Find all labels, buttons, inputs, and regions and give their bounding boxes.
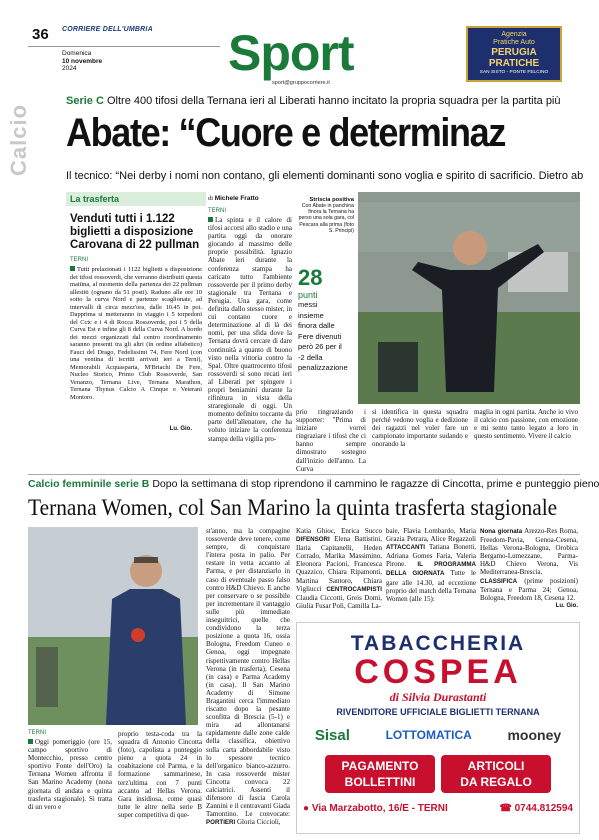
byline-prefix: di bbox=[208, 195, 214, 202]
article2-kicker-text: Dopo la settimana di stop riprendono il cammino le ragazze di Cincotta, prime e punteggio pieno bbox=[152, 478, 599, 490]
mooney-logo: mooney bbox=[507, 727, 562, 743]
section-title: Sport bbox=[228, 25, 354, 81]
article2-col4-b: Elena Battistini, Ilaria Capitanelli, Heden Corrado, Marika Massimino, Eleonora Pacioni, Francesca Quazzico, Chiara Ripamonti, Martina Santoro, Chiara Vigliucci bbox=[296, 535, 382, 593]
article2-col6-b: (prime posizioni) Ternana e Parma 24; Genoa, Bologna, Freedom 18, Cesena 12. bbox=[480, 576, 578, 602]
stat-text: messi insieme finora dalle Fere divenuti però 26 per il -2 della penalizzazione bbox=[298, 300, 348, 372]
masthead-text: CORRIERE DELL'UMBRIA bbox=[62, 26, 153, 33]
phone-icon: ☎ bbox=[499, 803, 512, 814]
masthead-logo bbox=[62, 26, 153, 33]
article1-col1-text: La spinta e il calore di tifosi accorsi allo stadio e una partita oggi da onorare giocando al massimo delle proprie possibilità. Ignazio Abate ieri durante la conferenza stampa ha caricato tutto l'ambiente rossoverde per il primo derby stagionale tra Ternana e Perugia. Una gara, come definita dallo stesso mister, in cui contano cuore e determinazione al di là dei nomi, per una sfida dove la Ternana dovrà cercare di dare continuità a quanto di buono visto nella vittoria contro la Spal. Oltre quattrocento tifosi rossoverdi si sono recati ieri al Liberati per spingere i propri beniamini durante la rifinitura in vista della straregionale di oggi. Un momento definito toccante da parte dell'allenatore, che ha voluto iniziare la conferenza stampa della vigilia pro- bbox=[208, 216, 292, 443]
article2-kicker bbox=[28, 478, 599, 490]
article1-col2 bbox=[296, 408, 366, 473]
ad-top-line4: PRATICHE bbox=[488, 58, 540, 69]
section-tag-vertical: Calcio bbox=[6, 103, 31, 176]
article1-col3-text: si identifica in questa squadra perché vedono voglia e dedizione dei ragazzi nel voler fare un campionato importante sudando e onorando la bbox=[372, 408, 468, 449]
date-day: Domenica bbox=[62, 50, 92, 57]
stat-number: 28 bbox=[298, 265, 323, 290]
main-subhead: Il tecnico: “Nei derby i nomi non contano, gli elementi dominanti sono voglia e spirito di sacrificio. Dietro ab bbox=[66, 170, 584, 182]
role-centrocampisti: CENTROCAMPISTI bbox=[326, 585, 382, 593]
ad-tagline: RIVENDITORE UFFICIALE BIGLIETTI TERNANA bbox=[336, 707, 540, 717]
coach-photo-illustration bbox=[358, 192, 580, 404]
article1-byline bbox=[208, 195, 259, 202]
article2-col4 bbox=[296, 527, 382, 619]
lottomatica-logo: LOTTOMATICA bbox=[385, 728, 472, 742]
nona-giornata-label: Nona giornata bbox=[480, 528, 523, 535]
location-pin-icon: ● bbox=[303, 803, 310, 814]
ad-btn2-line1: ARTICOLI bbox=[467, 759, 525, 773]
date-full: 10 novembre bbox=[62, 57, 103, 65]
page-number: 36 bbox=[32, 26, 49, 43]
sidebar-signature: Lu. Gio. bbox=[169, 426, 192, 432]
stat-box bbox=[298, 266, 356, 374]
ad-top-line2: Pratiche Auto bbox=[493, 39, 535, 46]
ad-top-line5: SAN SISTO - PONTE FELCINO bbox=[479, 70, 549, 75]
ad-phone-text: 0744.812594 bbox=[514, 803, 573, 814]
role-portieri: PORTIERI bbox=[206, 819, 236, 827]
caption-title: Striscia positiva bbox=[309, 197, 354, 203]
kicker-text: Oltre 400 tifosi della Ternana ieri al Liberati hanno incitato la propria squadra per la partita più bbox=[106, 95, 561, 107]
header-rule bbox=[28, 46, 220, 47]
programma-label: IL PROGRAMMA DELLA GIORNATA bbox=[386, 561, 477, 578]
byline-name: Michele Fratto bbox=[214, 195, 259, 202]
article2-signature: Lu. Gio. bbox=[555, 602, 578, 609]
photo-caption bbox=[296, 197, 354, 234]
article2-col3 bbox=[206, 527, 290, 830]
ad-contact-row bbox=[297, 803, 579, 814]
article2-col1 bbox=[28, 738, 112, 830]
article2-col3-tail: Gloria Ciccioli, bbox=[236, 818, 281, 827]
sidebar-body-text: Tutti prelazionati i 1122 biglietti a disposizione dei tifosi rossoverdi, che verranno distribuiti questa mattina, al momento della partenza dei 22 pullman allestiti (ognano da 51 posti). Raduno alle ore 10 sotto la curva Nord e partenze scaglionate, ad intervalli di circa mezz'ora, dalle 10.45 in poi. Dapprima si metteranno in viaggio i 5 torpedoni del Cctc e i 4 di Rocca Rossoverde, poi i 5 della Curva Est e infine gli 8 della Curva Nord. A bordo dei mezzi organizzati dal centro coordinamento saranno presenti tra gli altri (in ordine alfabetico) Fauci del Drago, Fedelissimi 74, Fere Nord (con una ventina di iscritti arrivati ieri a Terni), Memorabili Acquasparta, M'Briachi De Fere, Nucleo Storico, Primo Club Rossoverde, San Venanzo, Ternana Live, Ternana Marathon, Ternana Thynus Calcio A Cinque e Veterani Montoro. bbox=[70, 266, 202, 401]
role-difensori: DIFENSORI bbox=[296, 536, 330, 544]
bullet-square bbox=[28, 739, 33, 744]
date-year: 2024 bbox=[62, 65, 77, 72]
article2-col3-text: st'anno, ma la compagine rossoverde deve tenere, come sempre, di conquistare l'intera posta in palio. Per restare in vetta accanto al Parma, e per distanziarlo in caso di eventuale passo falso contro H&D Chievo. E anche per conservare o se possibile per incrementare il vantaggio sulle più immediate inseguitrici, quelle che condividono la terza posizione a quota 16, ossia Bologna, Freedom Cuneo e Genoa, oggi impegnate rispettivamente contro Hellas Verona (in trasferta), Cesena (in casa) e Parma Academy (in casa). Il San Marino Academy di Simone Bragantini cerca l'immediato riscatto dopo la pesante sconfitta di Brescia (5-1) e mira ad allontanarsi rapidamente dalle zone calde della classifica, obiettivo sulla carta abbordabile visto lo spessore tecnico dell'organico bianco-azzurro. In casa rossoverde mister Cincotta convoca 22 calciatrici. Assenti il difensore di fascia Carola Zannini e il centravanti Giada Tamontino. Le convocate: bbox=[206, 527, 290, 819]
sidebar-place: TERNI bbox=[70, 257, 88, 263]
article2-col2-text: proprio testa-coda tra la squadra di Antonio Cincotta (foto), capolista a punteggio pieno a quota 24 in coabitazione col Parma, e la formazione sammarinese, terz'ultima con 7 punti accanto ad Hellas Verona. Gara insidiosa, come quasi tutte le altre nella serie B super competitiva di que- bbox=[118, 730, 202, 819]
article2-col2 bbox=[118, 730, 202, 830]
kicker-label: Serie C bbox=[66, 95, 104, 107]
top-advertisement bbox=[466, 26, 562, 82]
sidebar-title: Venduti tutti i 1.122 biglietti a disposizione Carovana di 22 pullman bbox=[70, 213, 200, 251]
edition-date bbox=[62, 50, 102, 73]
stat-unit: punti bbox=[298, 290, 318, 300]
article2-col5-c: Tutte le gare alle 14.30, ad eccezione proprio del match della Ternana Women (alle 15): bbox=[386, 569, 476, 603]
coach-photo bbox=[358, 192, 580, 404]
ad-owner: di Silvia Durastanti bbox=[389, 690, 487, 704]
bullet-square bbox=[70, 266, 75, 271]
article2-place: TERNI bbox=[28, 730, 46, 736]
article1-col1 bbox=[208, 216, 292, 443]
sidebar-box bbox=[66, 192, 206, 432]
article2-headline: Ternana Women, col San Marino la quinta trasferta stagionale bbox=[28, 495, 558, 520]
ad-logos-row bbox=[297, 723, 579, 747]
article2-kicker-label: Calcio femminile serie B bbox=[28, 478, 150, 490]
article2-col4-a: Katia Ghioc, Enrica Succo bbox=[296, 527, 382, 535]
cincotta-photo-illustration bbox=[28, 527, 198, 725]
ad-address-text: Via Marzabotto, 16/E - TERNI bbox=[311, 803, 448, 814]
caption-text: Con Abate in panchina finora la Ternana ha perso una sola gara, col Pescara alla prima (foto S. Principi) bbox=[298, 203, 354, 234]
article2-col5-b: Tatiana Bonetti, Adriana Gomes Faria, Valeria Pirone. bbox=[386, 543, 476, 569]
main-headline: Abate: “Cuore e determinaz bbox=[66, 111, 506, 155]
ad-phone bbox=[499, 803, 573, 814]
article1-col4 bbox=[474, 408, 578, 468]
ad-payment-box bbox=[325, 755, 435, 793]
sidebar-label: La trasferta bbox=[66, 192, 206, 206]
article2-col1-text: Oggi pomeriggio (ore 15, campo sportivo di Montecchio, presso centro sportivo Fonte dell'Oro) la Ternana Women affronta il San Marino Academy (nona giornata di andata e quinta trasferta stagionale). Si tratta di un vero e bbox=[28, 738, 112, 811]
article2-col4-c: Claudia Ciccotti, Greis Domi, Giulia Fusar Poli, Camilla La- bbox=[296, 593, 382, 610]
sisal-logo: Sisal bbox=[314, 726, 350, 744]
article1-col2-text: prio ringraziando i supporter: "Prima di iniziare vorrei ringraziare i tifosi che ci hanno sempre dimostrato sostegno dall'inizio dell'anno. La Curva bbox=[296, 408, 366, 473]
ad-top-line1: Agenzia bbox=[501, 31, 527, 38]
section-email: sport@gruppocorriere.it bbox=[272, 80, 330, 86]
ad-gift-box bbox=[441, 755, 551, 793]
article1-place: TERNI bbox=[208, 208, 226, 214]
article2-col5 bbox=[386, 527, 476, 619]
article1-col4-text: maglia in ogni partita. Anche io vivo il calcio con passione, con emozione e mi sento tanto legato a loro in questo sentimento. Vivere il calcio bbox=[474, 408, 578, 441]
ad-btn2-line2: DA REGALO bbox=[460, 775, 532, 789]
classifica-label: CLASSIFICA bbox=[480, 577, 518, 585]
article2-col5-a: baie, Flavia Lombardo, Maria Grazia Petrara, Alice Regazzoli bbox=[386, 527, 476, 544]
tabaccheria-advertisement bbox=[296, 622, 580, 834]
bullet-square bbox=[208, 217, 213, 222]
ad-address bbox=[303, 803, 448, 814]
article2-col6-a: Arezzo-Res Roma, Freedom-Pavia, Genoa-Cesena, Hellas Verona-Bologna, Orobica Bergamo-Lumezzane, Parma-H&D Chievo Verona, Vis Mediterranea-Brescia. bbox=[480, 527, 578, 577]
section-divider bbox=[28, 474, 580, 475]
ad-buttons-row bbox=[297, 755, 579, 793]
sidebar-body bbox=[70, 266, 202, 401]
ad-top-line3: PERUGIA bbox=[491, 47, 537, 58]
article2-col6 bbox=[480, 527, 578, 619]
coach-cincotta-photo bbox=[28, 527, 198, 725]
ad-top-word: TABACCHERIA bbox=[350, 632, 526, 655]
ad-btn1-line2: BOLLETTINI bbox=[344, 775, 416, 789]
ad-btn1-line1: PAGAMENTO bbox=[341, 759, 419, 773]
article1-col3 bbox=[372, 408, 468, 468]
ad-brand-name: COSPEA bbox=[354, 653, 522, 691]
role-attaccanti: ATTACCANTI bbox=[386, 544, 425, 552]
main-kicker bbox=[66, 95, 580, 107]
